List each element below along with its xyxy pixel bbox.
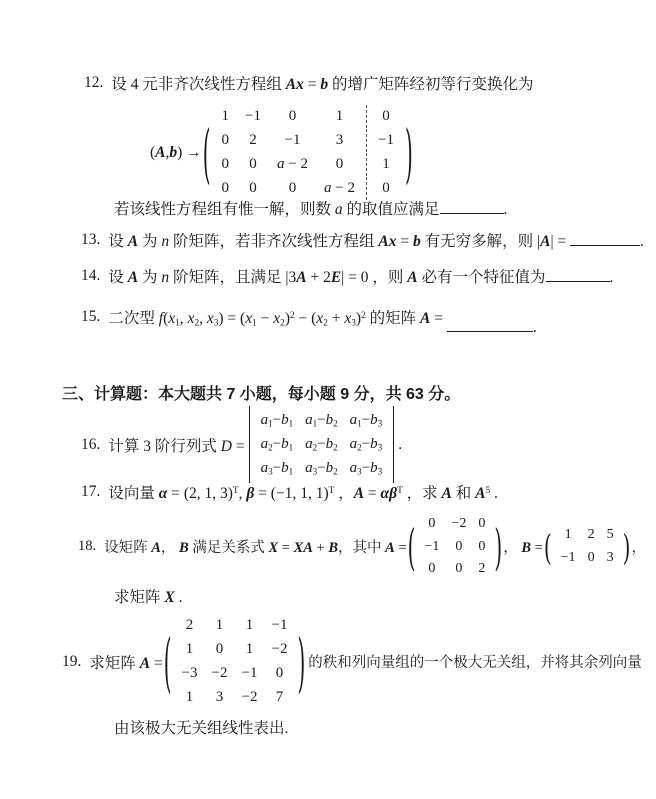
text-segment: 2 [333, 466, 338, 477]
matrix-paren: ( [163, 623, 172, 700]
text-segment: 设 [108, 269, 128, 286]
text-segment: D [220, 437, 232, 455]
text-segment: − [361, 460, 371, 477]
text-segment: 2 [323, 318, 328, 329]
text-segment: x [187, 310, 195, 327]
text-segment: b [281, 460, 289, 477]
question-12-line [84, 72, 534, 94]
text-segment: 3 [312, 466, 318, 477]
text-segment: ， [503, 540, 522, 557]
text-segment: A [353, 485, 365, 502]
matrix-cell [269, 153, 316, 176]
text-segment: − [272, 412, 282, 428]
text-segment: + [312, 540, 329, 557]
text-segment: = [231, 437, 245, 455]
matrix-cell: 0 [382, 108, 390, 124]
text-segment: Ax [378, 233, 397, 250]
text-segment: X [268, 540, 279, 557]
text-segment: . [640, 233, 644, 250]
text-segment: n [161, 233, 170, 250]
question-13-line [81, 229, 644, 251]
matrix-cell [255, 433, 300, 456]
text-segment: 1 [357, 418, 362, 429]
matrix-a [407, 511, 504, 582]
text-segment: 2 [361, 310, 366, 321]
text-segment: = [278, 540, 294, 557]
text-segment: = [430, 310, 447, 327]
text-segment: A [385, 540, 395, 557]
matrix-grid [553, 522, 622, 570]
text-segment: . [503, 201, 508, 218]
matrix-cell [344, 433, 389, 456]
text-segment: 5 [485, 485, 491, 496]
matrix-cell: −3 [181, 665, 198, 682]
text-segment: 由该极大无关组线性表出. [114, 720, 289, 737]
question-18-number: 18. [78, 538, 97, 555]
text-segment: 1 [288, 442, 294, 453]
text-segment: a [260, 436, 269, 453]
text-segment: 3 [357, 466, 362, 477]
question-14-line [81, 265, 613, 287]
text-segment: 设 [108, 233, 128, 250]
matrix-cell: 7 [275, 689, 284, 706]
question-16-number: 16. [81, 435, 101, 453]
text-segment: , [179, 310, 188, 327]
question-18-tail [631, 536, 646, 557]
matrix-grid [212, 103, 404, 202]
text-segment: 1 [268, 418, 273, 429]
question-18-line2 [114, 585, 182, 607]
matrix-cell: 3 [215, 689, 224, 706]
text-segment: x [206, 310, 214, 327]
matrix-cell: 1 [215, 617, 224, 633]
text-segment: A [441, 485, 452, 502]
text-segment: x [168, 310, 176, 327]
text-segment: − [272, 460, 282, 477]
text-segment: = [364, 485, 381, 502]
matrix-cell [299, 433, 344, 456]
text-segment: ，其中 [338, 540, 386, 557]
matrix-grid [416, 511, 493, 582]
text-segment: . [532, 319, 537, 336]
matrix-cell [344, 457, 389, 480]
text-segment: 1 [288, 418, 294, 429]
matrix-cell: 0 [428, 515, 436, 531]
matrix-cell: 3 [316, 129, 367, 152]
matrix-paren: ( [543, 525, 552, 568]
question-19-line2 [114, 716, 288, 738]
question-19-line [62, 612, 642, 711]
text-segment: f [158, 310, 164, 327]
matrix-cell: 0 [288, 108, 297, 124]
text-segment: αβ [380, 485, 398, 502]
question-13-number: 13. [81, 231, 101, 248]
text-segment: 和 [451, 485, 476, 502]
matrix-cell: 0 [316, 153, 367, 176]
text-segment: 2 [280, 318, 285, 329]
matrix-cell: −2 [211, 665, 228, 682]
matrix-cell: −2 [271, 641, 288, 658]
matrix-cell: 0 [215, 641, 224, 658]
text-segment: b [325, 412, 334, 428]
blank-line [440, 198, 504, 215]
determinant-matrix [245, 406, 399, 483]
question-17-line [81, 481, 498, 503]
text-segment: 1 [312, 418, 318, 429]
matrix-cell: −1 [378, 132, 394, 149]
question-12-followup [114, 197, 507, 219]
text-segment: b [281, 412, 289, 428]
text-segment: ( [163, 310, 169, 327]
matrix-cell: −2 [451, 515, 467, 531]
matrix-cell: −1 [241, 665, 258, 682]
matrix-cell: 0 [455, 537, 463, 554]
matrix-cell: 1 [316, 105, 367, 128]
matrix-cell: 0 [221, 132, 230, 149]
text-segment: 为 [138, 233, 162, 250]
matrix-a-q19 [163, 612, 307, 711]
text-segment: = (−1, 1, 1) [254, 485, 329, 502]
text-segment: b [370, 412, 378, 428]
text-segment: B [521, 540, 531, 557]
text-segment: a [334, 201, 343, 218]
text-segment: − [361, 436, 371, 453]
blank-line [546, 266, 610, 283]
matrix-cell: 0 [221, 156, 230, 173]
text-segment: ， [334, 485, 354, 502]
text-segment: A [127, 233, 139, 250]
text-segment: A [540, 233, 551, 250]
matrix-cell: 0 [382, 180, 390, 197]
text-segment: − [272, 436, 282, 453]
question-15-number: 15. [81, 308, 101, 326]
matrix-cell: −1 [245, 108, 261, 124]
text-segment: α [158, 485, 168, 502]
matrix-cell: 1 [185, 641, 194, 658]
matrix-paren: ) [297, 623, 306, 700]
text-segment: , [165, 143, 170, 161]
text-segment: 阶矩阵，且满足 |3 [169, 269, 297, 286]
text-segment: A [127, 269, 139, 286]
text-segment: ，求 [402, 485, 442, 502]
matrix-cell [255, 409, 300, 432]
text-segment: ) → [177, 143, 202, 161]
matrix-cell: 0 [249, 180, 257, 197]
text-segment: b [169, 143, 178, 161]
text-segment: A [407, 269, 418, 286]
matrix-cell: 0 [275, 665, 284, 682]
text-segment: 有无穷多解，则 | [420, 233, 541, 250]
text-segment: B [179, 540, 189, 557]
matrix-cell: −1 [424, 537, 440, 554]
text-segment: 3 [377, 466, 383, 477]
text-segment: 必有一个特征值为 [417, 269, 546, 286]
text-segment: = [396, 233, 413, 250]
text-segment: A [419, 310, 431, 327]
question-18-line [78, 511, 646, 582]
matrix-cell: 1 [564, 526, 572, 543]
text-segment: + [327, 310, 345, 327]
text-segment: 3 [351, 318, 356, 329]
text-segment: 1 [288, 466, 294, 477]
text-segment: x [316, 310, 324, 327]
text-segment: 求矩阵 [114, 589, 165, 606]
text-segment: b [281, 436, 289, 453]
matrix-cell: 0 [478, 537, 486, 554]
text-segment: T [328, 485, 335, 496]
matrix-cell: 2 [249, 132, 257, 149]
text-segment: ， [631, 540, 646, 557]
text-segment: x [273, 310, 281, 327]
matrix-paren: ) [494, 517, 503, 576]
text-segment: + 2 [306, 269, 331, 286]
text-segment: = [531, 540, 543, 557]
text-segment: 满足关系式 [188, 540, 269, 557]
text-segment: x [344, 310, 352, 327]
text-segment: E [330, 269, 342, 286]
text-segment: , [238, 485, 247, 502]
section-3-heading [62, 381, 460, 404]
text-segment: b [325, 460, 334, 477]
question-17-text [108, 481, 498, 503]
text-segment: 阶矩阵，若非齐次线性方程组 [169, 233, 379, 250]
text-segment: 的增广矩阵经初等行变换化为 [328, 76, 534, 93]
text-segment: a [305, 436, 313, 453]
matrix-paren: ) [622, 525, 631, 568]
text-segment: | = [550, 233, 571, 250]
text-segment: 2 [289, 310, 295, 321]
text-segment: . [490, 485, 498, 502]
text-segment: a [349, 412, 358, 428]
matrix-cell: 2 [478, 560, 486, 577]
question-18-line2-text [114, 585, 182, 607]
text-segment: a [277, 156, 285, 173]
text-segment: 3 [268, 466, 273, 477]
matrix-cell: 0 [587, 549, 595, 566]
text-segment: b [412, 233, 421, 250]
text-segment: ) = ( [218, 310, 246, 327]
text-segment: − [317, 412, 326, 428]
text-segment: 1 [252, 318, 257, 329]
text-segment: a [349, 460, 358, 477]
text-segment: 设矩阵 [104, 540, 152, 557]
text-segment: . [398, 435, 403, 453]
matrix-b [543, 522, 632, 570]
question-19-text [89, 651, 162, 673]
text-segment: 设向量 [108, 485, 159, 502]
question-12-matrix-line [150, 103, 414, 202]
matrix-cell: −1 [271, 617, 288, 633]
text-segment: ， [160, 540, 180, 557]
matrix-paren: ) [404, 114, 413, 191]
question-13-text [108, 229, 644, 251]
augmented-matrix-label [150, 144, 202, 162]
matrix-cell: −1 [560, 549, 576, 566]
text-segment: 2 [312, 442, 318, 453]
text-segment: 3 [213, 318, 219, 329]
text-segment: A [151, 540, 161, 557]
blank-line [570, 230, 640, 247]
question-16-period [398, 436, 402, 454]
text-segment: A [155, 143, 166, 161]
matrix-cell [344, 409, 389, 432]
text-segment: a [305, 460, 313, 477]
text-segment: 的矩阵 [365, 310, 420, 327]
text-segment: 为 [138, 269, 162, 286]
question-14-number: 14. [81, 267, 101, 284]
matrix-cell: 0 [221, 180, 230, 197]
question-17-number: 17. [81, 483, 101, 500]
text-segment: = [150, 654, 163, 672]
text-segment: 3 [377, 442, 383, 453]
question-16-line [81, 406, 402, 483]
text-segment: b [370, 460, 378, 477]
text-segment: = [394, 540, 407, 557]
text-segment: 2 [194, 318, 200, 329]
matrix-cell: −1 [284, 132, 301, 149]
matrix-cell: 0 [455, 560, 463, 577]
text-segment: 的秩和列向量组的一个极大无关组，并将其余列向量 [308, 655, 642, 672]
section-3-heading-text: 三、计算题：本大题共 7 小题，每小题 9 分，共 63 分。 [62, 386, 461, 403]
text-segment: − [361, 412, 371, 428]
text-segment: = [303, 76, 321, 93]
text-segment: β [246, 485, 255, 502]
matrix-cell: 0 [428, 560, 436, 577]
text-segment: 2 [333, 442, 338, 453]
text-segment: n [161, 269, 170, 286]
text-segment: 2 [268, 442, 273, 453]
text-segment: ) [284, 310, 290, 327]
text-segment: A [296, 269, 307, 286]
matrix-cell: 1 [382, 156, 390, 173]
text-segment: − ( [294, 310, 317, 327]
matrix-paren: ( [202, 114, 211, 191]
matrix-grid [249, 406, 395, 483]
matrix-cell: 1 [221, 108, 230, 124]
text-segment: . [174, 589, 183, 606]
text-segment: − 2 [331, 180, 355, 197]
text-segment: − [256, 310, 274, 327]
matrix-cell: 2 [185, 617, 194, 633]
text-segment: 3 [377, 418, 383, 429]
matrix-cell: 0 [249, 156, 257, 173]
text-segment: = (2, 1, 3) [167, 485, 233, 502]
text-segment: 若该线性方程组有惟一解，则数 [114, 201, 335, 218]
matrix-paren: ( [407, 517, 416, 576]
question-15-line [81, 306, 537, 336]
matrix-cell [255, 457, 300, 480]
question-12-text [111, 72, 533, 94]
text-segment: ) [355, 310, 362, 327]
matrix-cell: 0 [288, 180, 297, 197]
text-segment: . [609, 269, 614, 286]
text-segment: , [199, 310, 207, 327]
matrix-cell: 1 [245, 641, 254, 658]
matrix-cell: 1 [185, 689, 194, 706]
matrix-cell: 2 [587, 526, 595, 543]
matrix-cell: 1 [245, 617, 254, 633]
matrix-cell [299, 409, 344, 432]
text-segment: 2 [333, 418, 338, 429]
text-segment: a [260, 412, 269, 428]
text-segment: b [370, 436, 378, 453]
text-segment: X [164, 589, 175, 606]
question-19-after-text [308, 651, 642, 672]
blank-line [447, 316, 533, 333]
text-segment: 求矩阵 [89, 654, 140, 672]
text-segment: a [349, 436, 358, 453]
text-segment: 的取值应满足 [342, 201, 440, 218]
text-segment: A [475, 485, 486, 502]
matrix-cell: 3 [606, 549, 614, 566]
text-segment: T [232, 485, 239, 496]
text-segment: A [139, 654, 151, 672]
matrix-cell: 0 [478, 515, 486, 531]
text-segment: Ax [285, 76, 304, 93]
matrix-cell: −2 [241, 689, 258, 706]
text-segment: − 2 [284, 156, 308, 173]
text-segment: XA [293, 540, 313, 557]
text-segment: 计算 3 阶行列式 [108, 437, 221, 455]
text-segment: 二次型 [108, 310, 159, 327]
text-segment: − [317, 460, 326, 477]
question-12-followup-text [114, 197, 507, 219]
matrix-cell [299, 457, 344, 480]
text-segment: 1 [175, 318, 180, 329]
question-19-number: 19. [62, 652, 82, 670]
text-segment: − [317, 436, 326, 453]
text-segment: b [325, 436, 334, 453]
text-segment: T [397, 485, 403, 496]
augmented-matrix [202, 103, 414, 202]
text-segment: b [320, 76, 329, 93]
text-segment: a [324, 180, 332, 197]
text-segment: 设 4 元非齐次线性方程组 [111, 76, 286, 93]
text-segment: 2 [357, 442, 362, 453]
question-16-text [108, 434, 244, 456]
question-14-text [108, 265, 613, 287]
question-19-line2-text [114, 716, 288, 738]
question-18-mid-text [503, 536, 543, 557]
matrix-grid [173, 612, 297, 711]
text-segment: B [328, 540, 339, 557]
text-segment: a [260, 460, 269, 477]
text-segment: a [305, 412, 313, 428]
matrix-cell: 5 [606, 526, 614, 543]
text-segment: | = 0 ，则 [341, 269, 408, 286]
text-segment: x [245, 310, 253, 327]
text-segment: ( [150, 143, 156, 161]
question-12-number: 12. [84, 74, 104, 91]
question-15-text [108, 306, 537, 336]
question-18-text [104, 536, 407, 557]
